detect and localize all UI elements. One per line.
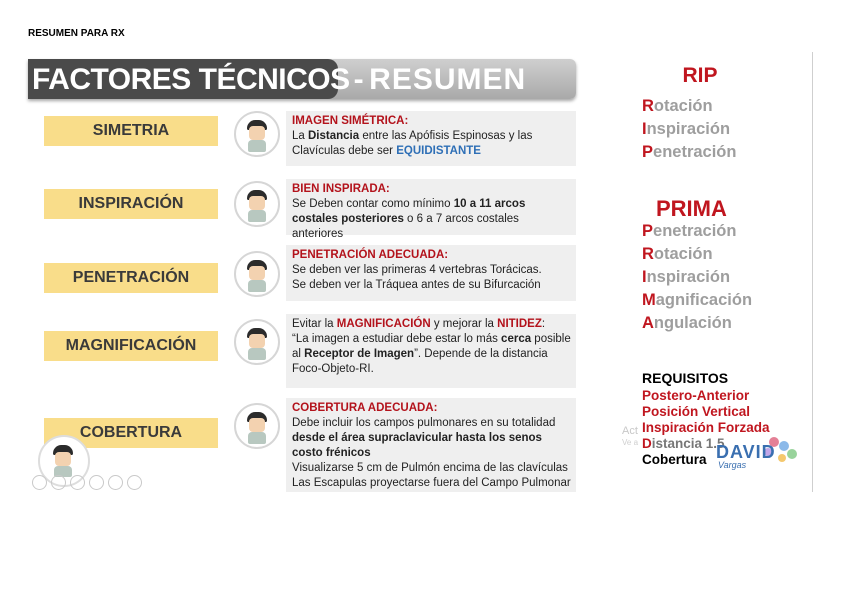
slide-title-dash: - xyxy=(353,63,364,96)
requisito-item: Inspiración Forzada xyxy=(642,420,770,435)
desc-highlight: MAGNIFICACIÓN xyxy=(336,318,431,330)
rip-title: RIP xyxy=(682,64,718,87)
factor-description xyxy=(286,111,576,166)
desc-text: Evitar la xyxy=(292,318,337,330)
desc-bold: Distancia xyxy=(308,130,360,142)
desc-text: posible al xyxy=(292,333,571,360)
student-avatar-icon xyxy=(234,319,280,365)
requisito-item: Cobertura xyxy=(642,452,707,467)
prima-item: Penetración xyxy=(642,222,737,240)
pen-icon[interactable] xyxy=(70,475,85,490)
requisito-item: Distancia 1.5 xyxy=(642,436,725,451)
desc-bold: Receptor de Imagen xyxy=(304,348,415,360)
desc-text: Se deben ver las primeras 4 vertebras Torácicas. xyxy=(292,264,542,276)
student-avatar-icon xyxy=(234,251,280,297)
factor-heading: BIEN INSPIRADA: xyxy=(292,183,390,195)
desc-text: Debe incluir los campos pulmonares en su totalidad xyxy=(292,417,556,429)
desc-bold: desde el área supraclavicular hasta los senos costo frénicos xyxy=(292,432,542,459)
rip-item: Penetración xyxy=(642,143,737,161)
desc-text: Se Deben contar como mínimo xyxy=(292,198,454,210)
student-avatar-icon xyxy=(234,181,280,227)
factor-heading: COBERTURA ADECUADA: xyxy=(292,402,438,414)
desc-text: Visualizarse 5 cm de Pulmón encima de las clavículas xyxy=(292,462,568,474)
factor-label: SIMETRIA xyxy=(44,116,218,146)
logo-name: DAVID xyxy=(716,442,776,462)
requisito-item: Posición Vertical xyxy=(642,404,751,419)
slide-title-part1: FACTORES TÉCNICOS xyxy=(32,63,350,96)
slide-title-part2: RESUMEN xyxy=(369,63,527,96)
prima-item: Inspiración xyxy=(642,268,731,286)
slide-toolbar xyxy=(32,475,146,495)
factor-description xyxy=(286,245,576,301)
prima-item: Magnificación xyxy=(642,291,753,309)
logo-sub: Vargas xyxy=(718,460,747,470)
desc-text: : xyxy=(541,318,546,330)
prima-item: Angulación xyxy=(642,314,732,332)
prima-list xyxy=(642,220,752,335)
factor-label: PENETRACIÓN xyxy=(44,263,218,293)
rip-item: Inspiración xyxy=(642,120,731,138)
desc-bold: cerca xyxy=(501,333,532,345)
desc-highlight: NITIDEZ xyxy=(497,318,542,330)
rip-list xyxy=(642,95,736,164)
slides-icon[interactable] xyxy=(89,475,104,490)
factor-heading: IMAGEN SIMÉTRICA: xyxy=(292,115,409,127)
divider xyxy=(812,52,813,492)
next-icon[interactable] xyxy=(51,475,66,490)
factor-description xyxy=(286,179,576,240)
requisito-item: Postero-Anterior xyxy=(642,388,750,403)
more-icon[interactable] xyxy=(127,475,142,490)
factor-description xyxy=(286,314,576,388)
student-avatar-icon xyxy=(234,403,280,449)
desc-text: y mejorar la xyxy=(430,318,498,330)
activation-watermark-sub: Ve a xyxy=(622,438,639,447)
david-vargas-logo xyxy=(712,430,802,474)
desc-text: “La imagen a estudiar debe estar lo más xyxy=(292,333,502,345)
desc-text: ”. Depende de la distancia Foco-Objeto-RI. xyxy=(292,348,548,375)
factor-label: MAGNIFICACIÓN xyxy=(44,331,218,361)
factor-label: COBERTURA xyxy=(44,418,218,448)
slide-title xyxy=(32,60,526,100)
desc-text: Las Escapulas proyectarse fuera del Campo Pulmonar xyxy=(292,477,571,489)
desc-text: Se deben ver la Tráquea antes de su Bifurcación xyxy=(292,279,541,291)
slide xyxy=(28,55,588,495)
prima-title: PRIMA xyxy=(656,196,727,221)
prev-icon[interactable] xyxy=(32,475,47,490)
desc-text: entre las Apófisis Espinosas y las Clavículas debe ser xyxy=(292,130,533,157)
factor-description xyxy=(286,398,576,492)
desc-text: o 6 a 7 arcos costales anteriores xyxy=(292,213,519,240)
activation-watermark: Act xyxy=(622,425,638,437)
zoom-icon[interactable] xyxy=(108,475,123,490)
page-heading: RESUMEN PARA RX xyxy=(28,28,125,39)
factor-heading: PENETRACIÓN ADECUADA: xyxy=(292,249,449,261)
prima-item: Rotación xyxy=(642,245,713,263)
rip-item: Rotación xyxy=(642,97,713,115)
desc-highlight: EQUIDISTANTE xyxy=(396,145,481,157)
student-avatar-icon xyxy=(234,111,280,157)
requisitos-title: REQUISITOS xyxy=(642,370,729,386)
factor-label: INSPIRACIÓN xyxy=(44,189,218,219)
desc-text: La xyxy=(292,130,308,142)
desc-bold: 10 a 11 arcos costales posteriores xyxy=(292,198,526,225)
